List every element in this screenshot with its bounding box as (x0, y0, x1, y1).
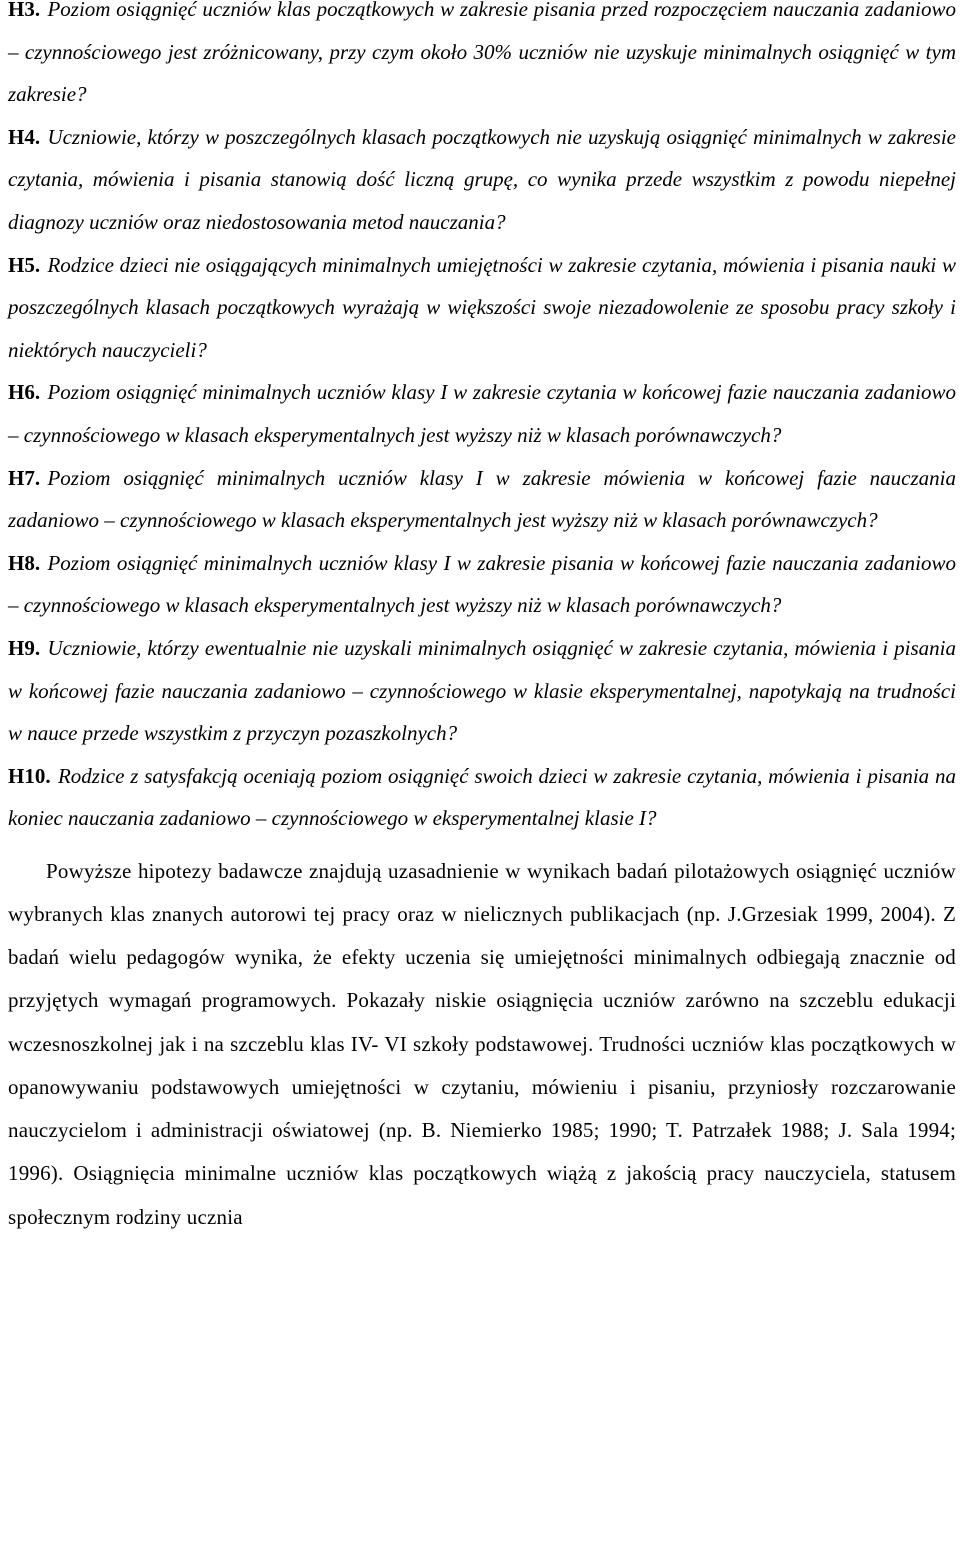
hypothesis-id: H6. (8, 380, 41, 405)
body-paragraph: Powyższe hipotezy badawcze znajdują uzasadnienie w wynikach badań pilotażowych osiągnięć uczniów wybranych klas znanych autorowi tej pracy oraz w nielicznych publikacjach (np. J.Grzesiak 1999, 2004). Z badań wielu pedagogów wynika, że efekty uczenia się umiejętności minimalnych odbiegają znacznie od przyjętych wymagań programowych. Pokazały niskie osiągnięcia uczniów zarówno na szczeblu edukacji wczesnoszkolnej jak i na szczeblu klas IV- VI szkoły podstawowej. Trudności uczniów klas początkowych w opanowywaniu podstawowych umiejętności w czytaniu, mówieniu i pisaniu, przyniosły rozczarowanie nauczycielom i administracji oświatowej (np. B. Niemierko 1985; 1990; T. Patrzałek 1988; J. Sala 1994; 1996). Osiągnięcia minimalne uczniów klas początkowych wiążą z jakością pracy nauczyciela, statusem społecznym rodziny ucznia (8, 858, 956, 1229)
hypothesis-text: Poziom osiągnięć minimalnych uczniów klasy I w zakresie czytania w końcowej fazie nauczania zadaniowo – czynnościowego w klasach eksperymentalnych jest wyższy niż w klasach porównawczych? (8, 380, 956, 447)
hypothesis-text: Poziom osiągnięć minimalnych uczniów klasy I w zakresie pisania w końcowej fazie nauczania zadaniowo – czynnościowego w klasach eksperymentalnych jest wyższy niż w klasach porównawczych? (8, 550, 956, 618)
hypothesis-h3 (8, 0, 956, 116)
hypothesis-id: H4. (8, 124, 41, 149)
hypothesis-h4 (8, 116, 956, 244)
hypothesis-h5 (8, 244, 956, 372)
hypothesis-h6 (8, 371, 956, 456)
hypothesis-text: Rodzice dzieci nie osiągających minimalnych umiejętności w zakresie czytania, mówienia i pisania nauki w poszczególnych klasach początkowych wyrażają w większości swoje niezadowolenie ze sposobu pracy szkoły i niektórych nauczycieli? (8, 252, 956, 362)
hypothesis-h7 (8, 457, 956, 542)
hypothesis-text: Uczniowie, którzy w poszczególnych klasach początkowych nie uzyskują osiągnięć minimalnych w zakresie czytania, mówienia i pisania stanowią dość liczną grupę, co wynika przede wszystkim z powodu niepełnej diagnozy uczniów oraz niedostosowania metod nauczania? (8, 124, 956, 234)
hypothesis-id: H9. (8, 635, 41, 660)
hypothesis-id: H8. (8, 550, 41, 575)
hypothesis-h9 (8, 627, 956, 755)
hypothesis-id: H7. (8, 465, 41, 490)
hypothesis-text: Poziom osiągnięć minimalnych uczniów klasy I w zakresie mówienia w końcowej fazie nauczania zadaniowo – czynnościowego w klasach eksperymentalnych jest wyższy niż w klasach porównawczych? (8, 465, 956, 533)
hypothesis-text: Rodzice z satysfakcją oceniają poziom osiągnięć swoich dzieci w zakresie czytania, mówienia i pisania na koniec nauczania zadaniowo – czynnościowego w eksperymentalnej klasie I? (8, 763, 956, 831)
hypothesis-id: H10. (8, 763, 51, 788)
hypothesis-id: H3. (8, 0, 41, 21)
hypothesis-h8 (8, 542, 956, 627)
hypothesis-text: Poziom osiągnięć uczniów klas początkowych w zakresie pisania przed rozpoczęciem nauczania zadaniowo – czynnościowego jest zróżnicowany, przy czym około 30% uczniów nie uzyskuje minimalnych osiągnięć w tym zakresie? (8, 0, 956, 107)
hypothesis-h10 (8, 755, 956, 840)
hypothesis-text: Uczniowie, którzy ewentualnie nie uzyskali minimalnych osiągnięć w zakresie czytania, mówienia i pisania w końcowej fazie nauczania zadaniowo – czynnościowego w klasie eksperymentalnej, napotykają na trudności w nauce przede wszystkim z przyczyn pozaszkolnych? (8, 635, 956, 746)
hypothesis-id: H5. (8, 252, 41, 277)
